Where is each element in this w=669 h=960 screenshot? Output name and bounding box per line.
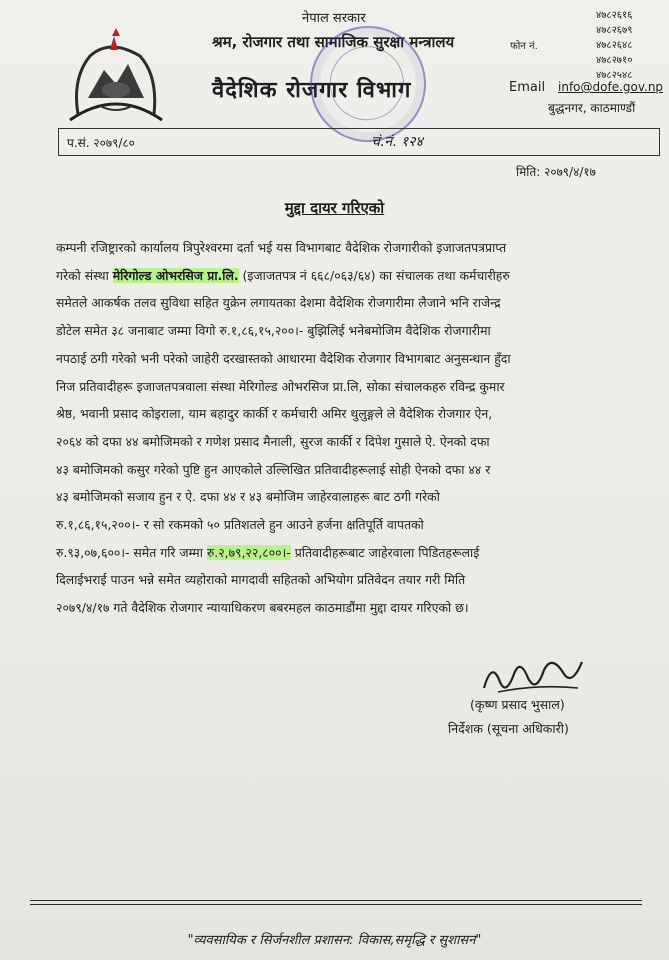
body-text: रु.१,८६,१५,२००।- र सो रकमको ५० प्रतिशतले हुन आउने हर्जना क्षतिपूर्ति वापतको [56, 517, 424, 533]
body-line [56, 511, 668, 539]
body-line [56, 483, 668, 511]
body-text: नपठाई ठगी गरेको भनी परेको जाहेरी दरखास्तको आधारमा वैदेशिक रोजगार विभागबाट अनुसन्धान हुँदा [56, 350, 511, 366]
body-text: प्रतिवादीहरूबाट जाहेरवाला पिडितहरूलाई [290, 544, 480, 560]
phone-number: ४७८२६७९ [596, 25, 633, 36]
highlighted-text: रु.२,७९,२२,८००।- [206, 544, 291, 560]
email-link[interactable]: info@dofe.gov.np [558, 80, 664, 94]
letter-body [56, 234, 668, 622]
phone-numbers [596, 8, 632, 83]
signatory-title: निर्देशक (सूचना अधिकारी) [448, 721, 569, 736]
body-line [56, 234, 668, 262]
phone-number: ४७८२६४८ [596, 40, 633, 51]
footer-motto: "व्यवसायिक र सिर्जनशील प्रशासन: विकास,समृद्धि र सुशासन" [187, 933, 482, 948]
signature-icon [478, 648, 588, 702]
government-name: नेपाल सरकार [302, 11, 366, 26]
body-text: समेतले आकर्षक तलव सुविधा सहित युक्रेन लगायतका देशमा वैदेशिक रोजगारीमा लैजाने भनि राजेन्द्र [56, 295, 501, 311]
body-line [56, 400, 668, 428]
email-label: Email [509, 80, 546, 95]
body-text: ४३ बमोजिमको कसुर गरेको पुष्टि हुन आएकोले उल्लिखित प्रतिवादीहरूलाई सोही ऐनको दफा ४४ र [56, 461, 491, 477]
ministry-name: श्रम, रोजगार तथा सामाजिक सुरक्षा मन्त्रालय [212, 33, 455, 51]
body-line [56, 594, 668, 622]
body-line [56, 428, 668, 456]
body-text: (इजाजतपत्र नं ६६८/०६३/६४) का संचालक तथा कर्मचारीहरु [238, 267, 510, 283]
letter-subject [0, 198, 669, 218]
dispatch-number: चं.नं. १२४ [371, 134, 423, 150]
reference-bar [58, 128, 660, 156]
footer-rule-bottom [30, 904, 642, 905]
body-line [56, 566, 668, 594]
body-text: २०६४ को दफा ४४ बमोजिमको र गणेश प्रसाद मैनाली, सुरज कार्की र दिपेश गुसाले ऐ. ऐनको दफा [56, 433, 490, 449]
highlighted-text: मेरिगोल्ड ओभरसिज प्रा.लि. [112, 267, 239, 283]
body-line [56, 456, 668, 484]
reference-number: प.सं. २०७९/८० [67, 136, 135, 150]
body-text: ४३ बमोजिमको सजाय हुन र ऐ. दफा ४४ र ४३ बमोजिम जाहेरवालाहरू बाट ठगी गरेको [56, 489, 440, 505]
office-address: बुद्धनगर, काठमाण्डौं [548, 101, 636, 115]
phone-number: ४७८२७१० [596, 55, 633, 66]
body-line [56, 317, 668, 345]
body-text: रु.९३,०७,६००।- समेत गरि जम्मा [56, 544, 207, 560]
body-line [56, 539, 668, 567]
letter-date: मिति: २०७९/४/१७ [516, 165, 596, 179]
body-line [56, 345, 668, 373]
body-text: गरेको संस्था [56, 267, 113, 283]
body-text: कम्पनी रजिष्ट्रारको कार्यालय त्रिपुरेश्वरमा दर्ता भई यस विभागबाट वैदेशिक रोजगारीको इजाजतपत्रप्राप्त [56, 240, 507, 255]
body-text: दिलाईभराई पाउन भन्ने समेत व्यहोराको मागदावी सहितको अभियोग प्रतिवेदन तयार गरी मिति [56, 572, 466, 588]
phone-number: ४७८२५४८ [596, 70, 633, 81]
signatory-name: (कृष्ण प्रसाद भुसाल) [470, 697, 565, 712]
body-line [56, 289, 668, 317]
department-name: वैदेशिक रोजगार विभाग [212, 78, 412, 103]
body-text: डोटेल समेत ३८ जनाबाट जम्मा विगो रु.१,८६,१५,२००।- बुझिलिई भनेबमोजिम वैदेशिक रोजगारीमा [56, 323, 491, 339]
phone-number: ४७८२६१६ [596, 10, 633, 21]
footer-rule-top [30, 900, 642, 901]
nepal-emblem-icon [60, 28, 172, 128]
body-text: २०७९/४/१७ गते वैदेशिक रोजगार न्यायाधिकरण बबरमहल काठमाडौंमा मुद्दा दायर गरिएको छ। [56, 600, 469, 616]
phone-label: फोन नं. [510, 41, 538, 52]
body-text: निज प्रतिवादीहरू इजाजतपत्रवाला संस्था मेरिगोल्ड ओभरसिज प्रा.लि, सोका संचालकहरु रविन्द्र कुमार [56, 378, 505, 394]
body-text: श्रेष्ठ, भवानी प्रसाद कोइराला, याम बहादुर कार्की र कर्मचारी अमिर थुलुङ्गले ले वैदेशिक रोजगार ऐन, [56, 406, 493, 422]
body-line [56, 373, 668, 401]
subject-text: मुद्दा दायर गरिएको [284, 199, 385, 217]
body-line [56, 262, 668, 290]
